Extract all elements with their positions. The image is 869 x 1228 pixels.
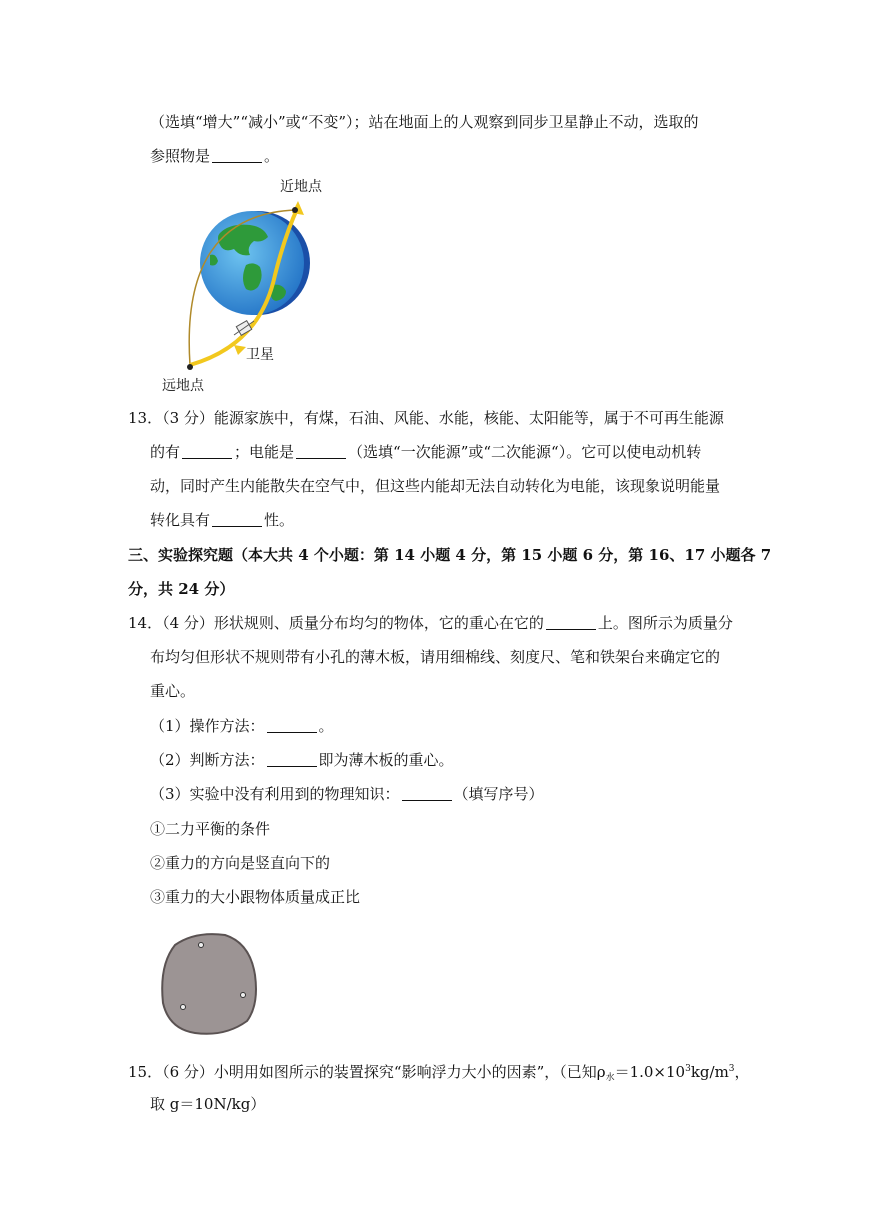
answer-blank[interactable]	[546, 615, 596, 630]
answer-blank[interactable]	[267, 718, 317, 733]
option: ②重力的方向是竖直向下的	[150, 854, 331, 872]
section-heading: 分，共 24 分）	[128, 580, 235, 598]
sub-question: （3）实验中没有利用到的物理知识： （填写序号）	[150, 785, 544, 803]
option: ③重力的大小跟物体质量成正比	[150, 888, 361, 906]
text-line: 重心。	[150, 682, 196, 700]
answer-blank[interactable]	[296, 444, 346, 459]
satellite-icon	[234, 321, 254, 336]
text-line: 参照物是 。	[150, 147, 280, 165]
text-line: 布均匀但形状不规则带有小孔的薄木板，请用细棉线、刻度尺、笔和铁架台来确定它的	[150, 648, 721, 666]
question-15: 15．（6 分）小明用如图所示的装置探究“影响浮力大小的因素”，（已知$\rho_水=1.0\times 10^3kg/m^3$，	[128, 1063, 750, 1083]
label-perigee: 近地点	[280, 179, 322, 195]
orbit-figure	[150, 175, 350, 395]
text-line: 动，同时产生内能散失在空气中，但这些内能却无法自动转化为电能，该现象说明能量	[150, 477, 721, 495]
answer-blank[interactable]	[267, 752, 317, 767]
answer-blank[interactable]	[212, 148, 262, 163]
sub-question: （2）判断方法： 即为薄木板的重心。	[150, 751, 454, 769]
question-13: 13．（3 分）能源家族中，有煤，石油、风能、水能，核能、太阳能等，属于不可再生能源	[128, 409, 724, 427]
option: ①二力平衡的条件	[150, 820, 271, 838]
answer-blank[interactable]	[402, 786, 452, 801]
label-satellite: 卫星	[246, 347, 274, 363]
text-line: 取 g＝10N/kg）	[150, 1095, 266, 1113]
label-apogee: 远地点	[162, 378, 204, 394]
answer-blank[interactable]	[212, 512, 262, 527]
text-line: 转化具有 性。	[150, 511, 295, 529]
sub-question: （1）操作方法： 。	[150, 717, 334, 735]
text-line: （选填“增大”“减小”或“不变”）；站在地面上的人观察到同步卫星静止不动，选取的	[150, 113, 699, 131]
answer-blank[interactable]	[182, 444, 232, 459]
section-heading: 三、实验探究题（本大共 4 个小题：第 14 小题 4 分，第 15 小题 6 分，第 16、17 小题各 7	[128, 546, 772, 564]
text-line: 的有 ；电能是 （选填“一次能源”或“二次能源“）。它可以使电动机转	[150, 443, 702, 461]
question-14: 14．（4 分）形状规则、质量分布均匀的物体，它的重心在它的 上。图所示为质量分	[128, 614, 733, 632]
board-figure	[155, 925, 265, 1040]
